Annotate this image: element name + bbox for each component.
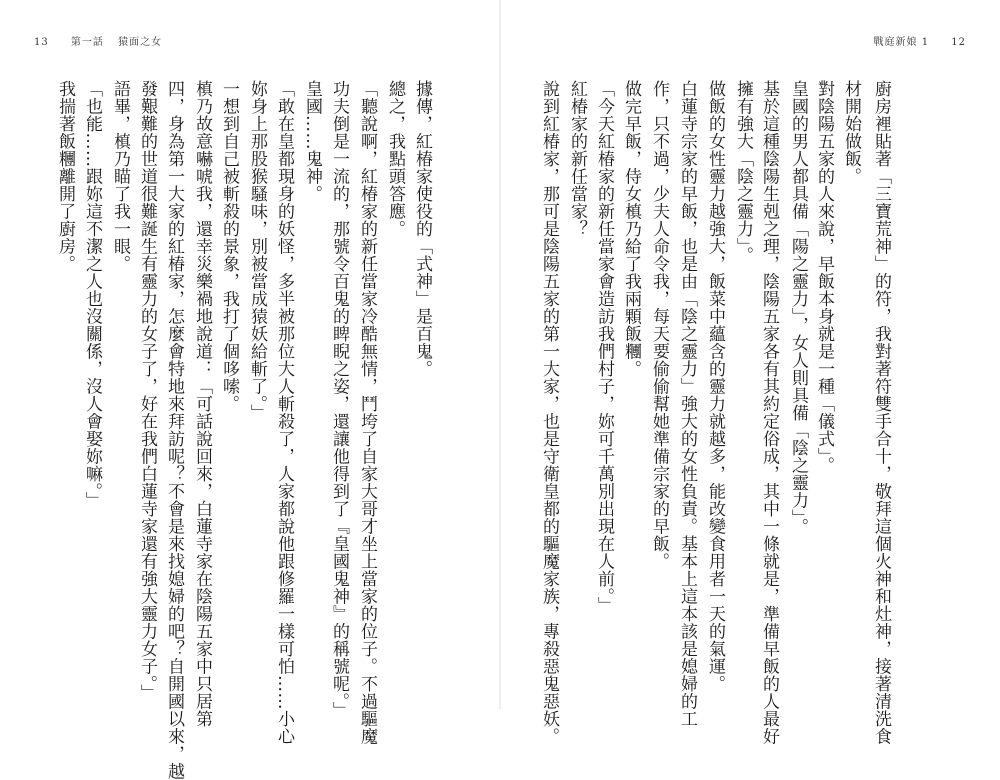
book-title: 戰庭新娘 1	[873, 37, 930, 48]
chapter-title: 猿面之女	[118, 37, 163, 48]
text-column: 功夫倒是一流的，那號令百鬼的睥睨之姿，還讓他得到了『皇國鬼神』的稱號呢。」	[329, 80, 349, 719]
text-column: 皇國……鬼神。	[302, 80, 322, 203]
text-column: 總之，我點頭答應。	[385, 80, 405, 238]
text-column: 「也能……跟妳這不潔之人也沒關係，沒人會娶妳嘛。」	[82, 80, 102, 509]
text-column: 一想到自己被斬殺的景象，我打了個哆嗦。	[219, 80, 239, 413]
text-column: 廚房裡貼著「三寶荒神」的符，我對著符雙手合十，敬拜這個火神和灶神，接著清洗食	[871, 80, 891, 745]
text-column: 作，只不過，少夫人命令我，每天要偷偷幫她準備宗家的早飯。	[649, 80, 669, 570]
text-column: 基於這種陰陽生剋之理，陰陽五家各有其約定俗成，其中一條就是，準備早飯的人最好	[759, 80, 779, 745]
text-column: 語畢，槙乃瞄了我一眼。	[110, 80, 130, 273]
text-column: 說到紅椿家，那可是陰陽五家的第一大家，也是守衛皇都的驅魔家族，專殺惡鬼惡妖。	[539, 80, 559, 745]
text-column: 據傳，紅椿家使役的「式神」是百鬼。	[412, 80, 432, 378]
left-running-head	[34, 33, 162, 48]
text-column: 紅椿家的新任當家？	[567, 80, 587, 238]
text-column: 「聽說啊，紅椿家的新任當家冷酷無情，鬥垮了自家大哥才坐上當家的位子。不過驅魔	[357, 80, 377, 745]
left-page-number: 13	[34, 37, 49, 48]
text-column: 「今天紅椿家的新任當家會造訪我們村子，妳可千萬別出現在人前。」	[594, 80, 614, 614]
text-column: 妳身上那股猴騷味，別被當成猿妖給斬了。」	[247, 80, 267, 422]
text-column: 白蓮寺宗家的早飯，也是由「陰之靈力」強大的女性負責。基本上這本該是媳婦的工	[677, 80, 697, 728]
text-column: 「敢在皇都現身的妖怪，多半被那位大人斬殺了，人家都說他跟修羅一樣可怕……小心	[274, 80, 294, 745]
text-column: 我揣著飯糰離開了廚房。	[55, 80, 75, 273]
text-column: 槙乃故意嚇唬我，還幸災樂禍地說道：「可話說回來，白蓮寺家在陰陽五家中只居第	[192, 80, 212, 728]
text-column: 做完早飯，侍女槙乃給了我兩顆飯糰。	[621, 80, 641, 378]
chapter-label: 第一話	[70, 37, 104, 48]
text-column: 材開始做飯。	[841, 80, 861, 185]
text-column: 對陰陽五家的人來說，早飯本身就是一種「儀式」。	[814, 80, 834, 474]
text-column: 皇國的男人都具備「陽之靈力」，女人則具備「陰之靈力」。	[788, 80, 808, 536]
text-column: 發艱難的世道很難誕生有靈力的女子了，好在我們白蓮寺家還有強大靈力女子。」	[137, 80, 157, 702]
text-column: 擁有強大「陰之靈力」。	[733, 80, 753, 264]
page-gutter	[499, 0, 501, 709]
text-column: 四，身為第一大家的紅椿家，怎麼會特地來拜訪呢？不會是來找媳婦的吧？自開國以來，越	[164, 80, 184, 780]
right-page-number: 12	[951, 37, 966, 48]
text-column: 做飯的女性靈力越強大，飯菜中蘊含的靈力就越多，能改變食用者一天的氣運。	[705, 80, 725, 693]
right-running-head	[874, 33, 966, 48]
